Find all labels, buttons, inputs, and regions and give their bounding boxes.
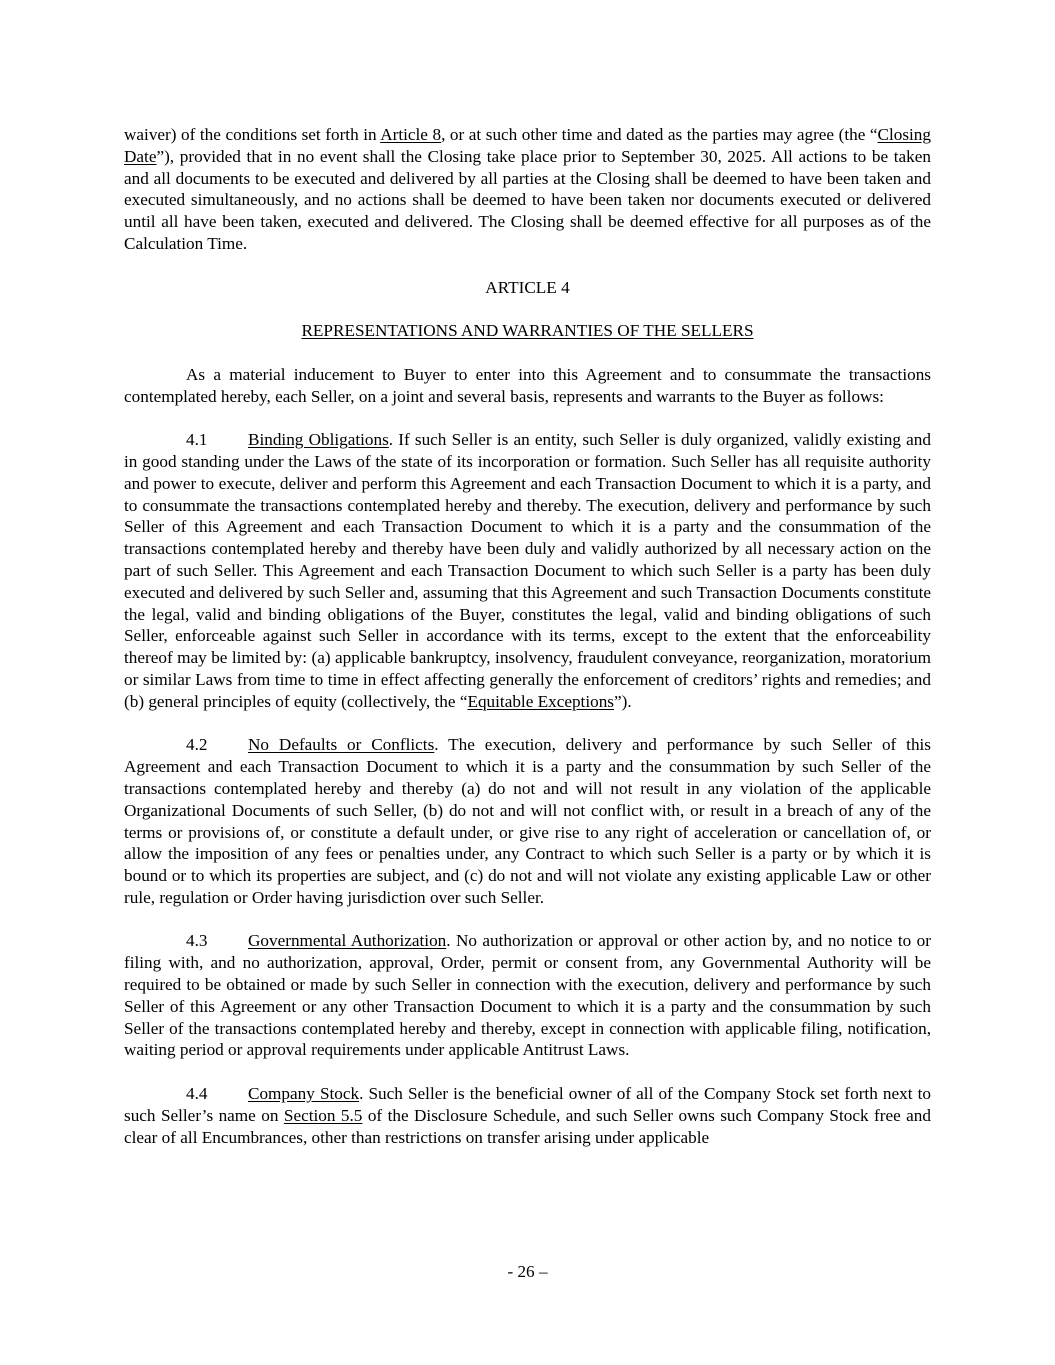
section-body: . If such Seller is an entity, such Seller is duly organized, validly existing and in good standing under the Laws of the state of its incorporation or formation. Such Seller has all requisite authority and power to execute, deliver and perform this Agreement and each Transaction Document to which it is a party, and to consummate the transactions contemplated hereby and thereby. The execution, delivery and performance by such Seller of this Agreement and each Transaction Document to which it is a party and the consummation of the transactions contemplated hereby and thereby have been duly and validly authorized by all necessary action on the part of such Seller. This Agreement and each Transaction Document to which such Seller is a party has been duly executed and delivered by such Seller and, assuming that this Agreement and such Transaction Documents constitute the legal, valid and binding obligations of the Buyer, constitutes the legal, valid and binding obligations of such Seller, enforceable against such Seller in accordance with its terms, except to the extent that the enforceability thereof may be limited by: (a) applicable bankruptcy, insolvency, fraudulent conveyance, reorganization, moratorium or similar Laws from time to time in effect affecting generally the enforcement of creditors’ rights and remedies; and (b) general principles of equity (collectively, the “ bbox=[124, 430, 931, 711]
section-heading: Company Stock bbox=[248, 1084, 360, 1104]
section-4-1 bbox=[124, 429, 931, 712]
section-heading: No Defaults or Conflicts bbox=[248, 735, 435, 755]
article-title-text: REPRESENTATIONS AND WARRANTIES OF THE SELLERS bbox=[301, 321, 754, 341]
preamble-paragraph: As a material inducement to Buyer to enter into this Agreement and to consummate the transactions contemplated hereby, each Seller, on a joint and several basis, represents and warrants to the Buyer as follows: bbox=[124, 364, 931, 406]
article-8-reference: Article 8 bbox=[380, 125, 442, 144]
section-body: . Such Seller is the beneficial owner of all of the Company Stock set forth next to such Seller’s name on bbox=[124, 1084, 931, 1125]
section-number: 4.1 bbox=[186, 430, 208, 450]
section-body: . The execution, delivery and performance by such Seller of this Agreement and each Transaction Document to which it is a party and the consummation by such Seller of the transactions contemplated hereby and thereby (a) do not and will not result in any violation of the applicable Organizational Documents of such Seller, (b) do not and will not conflict with, or result in a breach of any of the terms or provisions of, or constitute a default under, or give rise to any right of acceleration or cancellation of, or allow the imposition of any fees or penalties under, any Contract to which such Seller is a party or by which it is bound or to which its properties are subject, and (c) do not and will not violate any existing applicable Law or other rule, regulation or Order having jurisdiction over such Seller. bbox=[124, 735, 931, 907]
section-4-3 bbox=[124, 930, 931, 1061]
equitable-exceptions-term: Equitable Exceptions bbox=[467, 691, 614, 711]
document-page bbox=[124, 124, 931, 1148]
intro-paragraph bbox=[124, 124, 931, 255]
intro-text: ”), provided that in no event shall the Closing take place prior to September 30, 2025. All actions to be taken and all documents to be executed and delivered by all parties at the Closing shall be deemed to have been taken and executed simultaneously, and no actions shall be deemed to have been taken nor documents executed or delivered until all have been taken, executed and delivered. The Closing shall be deemed effective for all purposes as of the Calculation Time. bbox=[124, 146, 931, 253]
section-heading: Governmental Authorization bbox=[248, 931, 447, 951]
section-body: . No authorization or approval or other action by, and no notice to or filing with, and no authorization, approval, Order, permit or consent from, any Governmental Authority will be required to be obtained or made by such Seller in connection with the execution, delivery and performance by such Seller of this Agreement or any other Transaction Document to which it is a party and the consummation by such Seller of the transactions contemplated hereby and thereby, except in connection with applicable filing, notification, waiting period or approval requirements under applicable Antitrust Laws. bbox=[124, 931, 931, 1060]
page-number: - 26 – bbox=[507, 1262, 548, 1281]
section-number: 4.4 bbox=[186, 1084, 208, 1104]
section-5-5-reference: Section 5.5 bbox=[283, 1105, 363, 1125]
section-number: 4.3 bbox=[186, 931, 208, 951]
intro-text: waiver) of the conditions set forth in bbox=[124, 125, 381, 144]
section-body: ”). bbox=[613, 691, 632, 711]
article-title bbox=[124, 320, 931, 342]
section-number: 4.2 bbox=[186, 735, 208, 755]
article-number: ARTICLE 4 bbox=[485, 277, 570, 297]
section-4-4 bbox=[124, 1083, 931, 1148]
intro-text: , or at such other time and dated as the parties may agree (the “ bbox=[441, 125, 878, 144]
section-4-2 bbox=[124, 734, 931, 908]
section-body: of the Disclosure Schedule, and such Seller owns such Company Stock free and clear of all Encumbrances, other than restrictions on transfer arising under applicable bbox=[124, 1105, 931, 1147]
section-heading: Binding Obligations bbox=[248, 430, 389, 450]
closing-date-term: Closing Date bbox=[124, 125, 931, 166]
